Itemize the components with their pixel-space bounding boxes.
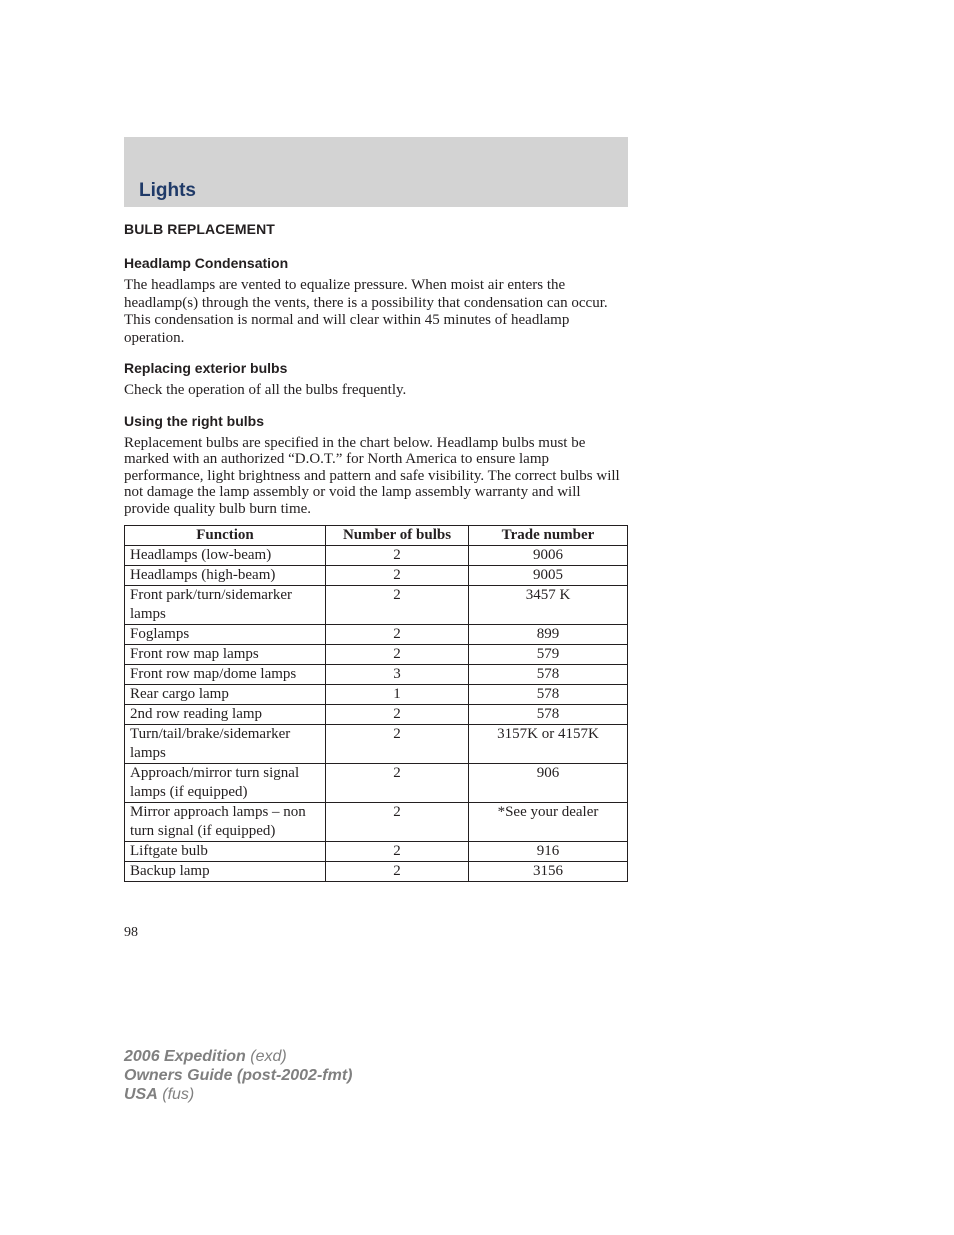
cell-count: 2 [326, 764, 469, 803]
cell-trade: 9005 [469, 566, 628, 586]
replacing-bulbs-text: Check the operation of all the bulbs frequently. [124, 382, 407, 399]
cell-function: 2nd row reading lamp [125, 705, 326, 725]
bulb-table [124, 525, 628, 882]
table-row [125, 842, 628, 862]
column-header-number: Number of bulbs [326, 526, 469, 546]
cell-count: 2 [326, 862, 469, 882]
cell-trade: 3457 K [469, 586, 628, 625]
cell-function: Turn/tail/brake/sidemarker lamps [125, 725, 326, 764]
cell-trade: 578 [469, 685, 628, 705]
page-content [124, 221, 628, 882]
table-row [125, 566, 628, 586]
cell-trade: 3156 [469, 862, 628, 882]
cell-count: 2 [326, 842, 469, 862]
cell-count: 2 [326, 645, 469, 665]
footer-guide: Owners Guide (post-2002-fmt) [124, 1067, 353, 1084]
table-row [125, 685, 628, 705]
cell-trade: 3157K or 4157K [469, 725, 628, 764]
table-row [125, 705, 628, 725]
document-footer [124, 1047, 352, 1104]
footer-model-code: (exd) [250, 1048, 287, 1065]
footer-line-2 [124, 1066, 352, 1085]
cell-function: Approach/mirror turn signal lamps (if equipped) [125, 764, 326, 803]
section-title: BULB REPLACEMENT [124, 221, 275, 237]
cell-count: 2 [326, 803, 469, 842]
table-header-row [125, 526, 628, 546]
table-row [125, 862, 628, 882]
cell-function: Backup lamp [125, 862, 326, 882]
table-row [125, 803, 628, 842]
right-bulbs-heading: Using the right bulbs [124, 412, 264, 429]
cell-trade: 916 [469, 842, 628, 862]
section-header-band [124, 137, 628, 207]
footer-line-3 [124, 1085, 352, 1104]
footer-line-1 [124, 1047, 352, 1066]
right-bulbs-text: Replacement bulbs are specified in the chart below. Headlamp bulbs must be marked with an authorized “D.O.T.” for North America to ensure lamp performance, light brightness and pattern and safe visibility. The correct bulbs will not damage the lamp assembly or void the lamp assembly warranty and will provide quality bulb burn time. [124, 434, 620, 517]
footer-market-code: (fus) [162, 1086, 195, 1103]
cell-trade: 578 [469, 665, 628, 685]
cell-function: Headlamps (high-beam) [125, 566, 326, 586]
cell-count: 2 [326, 705, 469, 725]
cell-function: Mirror approach lamps – non turn signal (if equipped) [125, 803, 326, 842]
table-row [125, 625, 628, 645]
footer-model: 2006 Expedition [124, 1048, 246, 1065]
cell-function: Liftgate bulb [125, 842, 326, 862]
cell-trade: 899 [469, 625, 628, 645]
cell-trade: 9006 [469, 546, 628, 566]
cell-count: 2 [326, 566, 469, 586]
cell-count: 2 [326, 546, 469, 566]
table-row [125, 645, 628, 665]
page-number: 98 [124, 925, 138, 940]
cell-count: 2 [326, 625, 469, 645]
column-header-function: Function [125, 526, 326, 546]
column-header-trade: Trade number [469, 526, 628, 546]
cell-count: 2 [326, 725, 469, 764]
cell-function: Front park/turn/sidemarker lamps [125, 586, 326, 625]
replacing-bulbs-heading: Replacing exterior bulbs [124, 360, 288, 377]
cell-trade: *See your dealer [469, 803, 628, 842]
cell-function: Front row map lamps [125, 645, 326, 665]
cell-trade: 579 [469, 645, 628, 665]
cell-trade: 906 [469, 764, 628, 803]
headlamp-condensation-heading: Headlamp Condensation [124, 255, 289, 271]
cell-count: 3 [326, 665, 469, 685]
table-row [125, 546, 628, 566]
cell-count: 2 [326, 586, 469, 625]
table-row [125, 586, 628, 625]
cell-trade: 578 [469, 705, 628, 725]
cell-function: Front row map/dome lamps [125, 665, 326, 685]
section-header-title: Lights [139, 180, 196, 201]
cell-count: 1 [326, 685, 469, 705]
cell-function: Foglamps [125, 625, 326, 645]
table-row [125, 725, 628, 764]
table-row [125, 764, 628, 803]
headlamp-condensation-text: The headlamps are vented to equalize pressure. When moist air enters the headlamp(s) through the vents, there is a possibility that condensation can occur. This condensation is normal and will clear within 45 minutes of headlamp operation. [124, 277, 608, 346]
cell-function: Rear cargo lamp [125, 685, 326, 705]
cell-function: Headlamps (low-beam) [125, 546, 326, 566]
table-row [125, 665, 628, 685]
footer-market: USA [124, 1086, 158, 1103]
